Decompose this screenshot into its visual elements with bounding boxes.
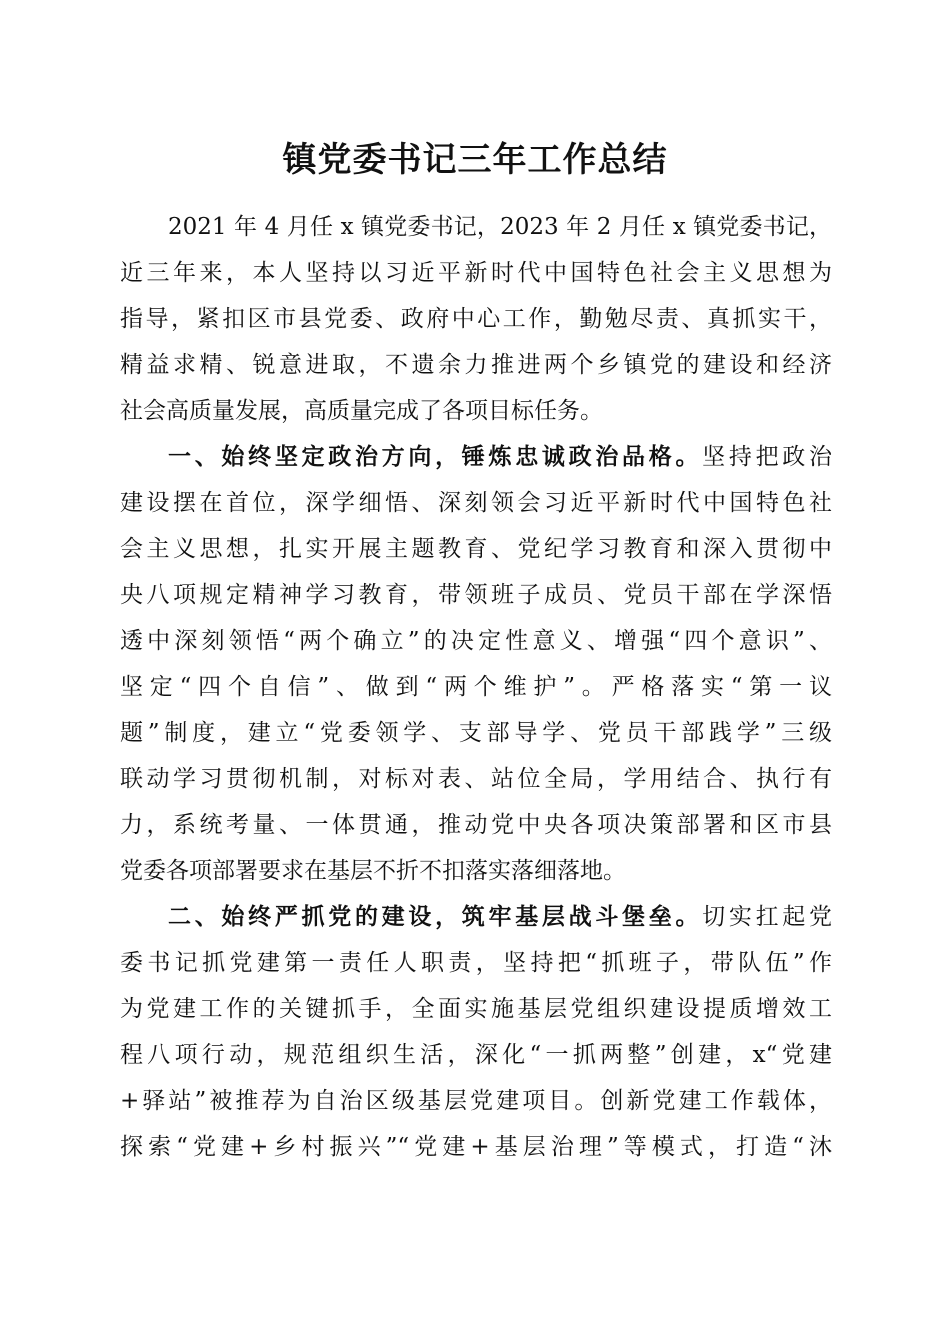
text-line-tail: 坚持把政治: [702, 444, 832, 470]
text-line: 党委各项部署要求在基层不折不扣落实落细落地。: [120, 858, 626, 884]
text-line: 透中深刻领悟“两个确立”的决定性意义、增强“四个意识”、: [120, 628, 832, 654]
text-line: +驿站”被推荐为自治区级基层党建项目。创新党建工作载体，: [120, 1088, 832, 1114]
text-line: 2021 年 4 月任 x 镇党委书记，2023 年 2 月任 x 镇党委书记，: [168, 214, 832, 240]
text-line: 精益求精、锐意进取，不遗余力推进两个乡镇党的建设和经济: [120, 352, 832, 378]
section-first-line: [120, 434, 832, 480]
text-line: 力，系统考量、一体贯通，推动党中央各项决策部署和区市县: [120, 812, 832, 838]
text-line: 为党建工作的关键抓手，全面实施基层党组织建设提质增效工: [120, 996, 832, 1022]
text-line-tail: 切实扛起党: [702, 904, 832, 930]
section-heading-1: 一、始终坚定政治方向，锤炼忠诚政治品格。: [168, 443, 703, 470]
text-line: 探索“党建+乡村振兴”“党建+基层治理”等模式，打造“沐: [120, 1134, 832, 1160]
text-line: 题”制度，建立“党委领学、支部导学、党员干部践学”三级: [120, 720, 832, 746]
text-line: 联动学习贯彻机制，对标对表、站位全局，学用结合、执行有: [120, 766, 832, 792]
text-line: 社会高质量发展，高质量完成了各项目标任务。: [120, 398, 603, 424]
text-line: 央八项规定精神学习教育，带领班子成员、党员干部在学深悟: [120, 582, 832, 608]
text-line: 会主义思想，扎实开展主题教育、党纪学习教育和深入贯彻中: [120, 536, 832, 562]
text-line: 近三年来，本人坚持以习近平新时代中国特色社会主义思想为: [120, 260, 832, 286]
text-line: 委书记抓党建第一责任人职责，坚持把“抓班子，带队伍”作: [120, 950, 832, 976]
text-line: 坚定“四个自信”、做到“两个维护”。严格落实“第一议: [120, 674, 832, 700]
text-line: 程八项行动，规范组织生活，深化“一抓两整”创建，x“党建: [120, 1042, 832, 1068]
section-first-line: [120, 894, 832, 940]
text-line: 建设摆在首位，深学细悟、深刻领会习近平新时代中国特色社: [120, 490, 832, 516]
document-title: 镇党委书记三年工作总结: [282, 140, 668, 180]
text-line: 指导，紧扣区市县党委、政府中心工作，勤勉尽责、真抓实干，: [120, 306, 832, 332]
document-body: [120, 204, 832, 1170]
section-heading-2: 二、始终严抓党的建设，筑牢基层战斗堡垒。: [168, 903, 703, 930]
